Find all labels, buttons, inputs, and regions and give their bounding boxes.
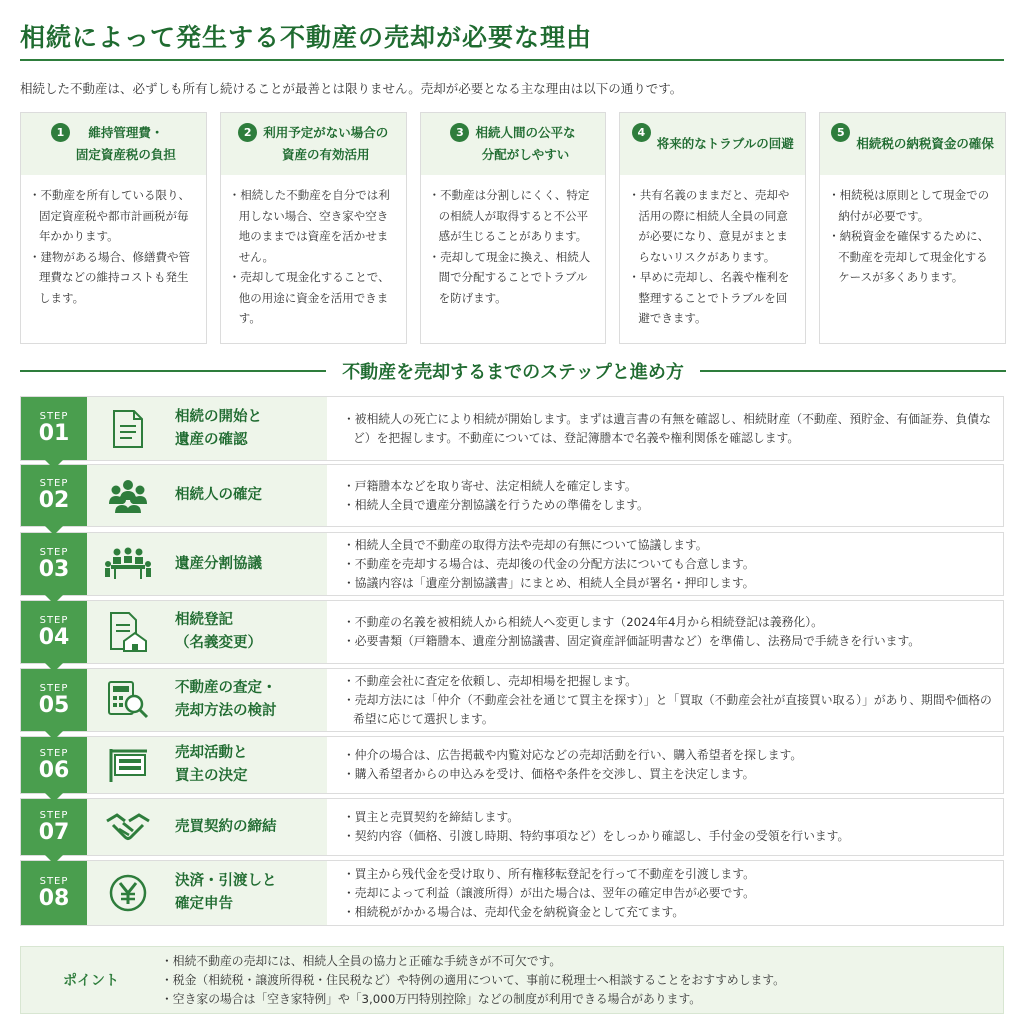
reason-line: ・不動産を所有している限り、固定資産税や都市計画税が毎年かかります。: [29, 188, 190, 243]
step-line: ・売却によって利益（譲渡所得）が出た場合は、翌年の確定申告が必要です。: [343, 885, 755, 900]
section-heading: [20, 358, 1006, 384]
step-line: ・相続税がかかる場合は、売却代金を納税資金として充てます。: [343, 904, 685, 919]
step-description: [327, 861, 1003, 925]
reason-line: ・相続税は原則として現金での納付が必要です。: [828, 188, 990, 223]
step-label: [21, 465, 87, 526]
reason-line: ・早めに売却し、名義や権利を整理することでトラブルを回避できます。: [628, 270, 790, 325]
reason-title: 相続人間の公平な 分配がしやすい: [475, 125, 576, 162]
step-line: ・不動産の名義を被相続人から相続人へ変更します（2024年4月から相続登記は義務化）。: [343, 615, 823, 629]
divider: [700, 370, 1006, 372]
step-number: 07: [38, 819, 70, 845]
title-rule: [20, 59, 1004, 61]
people-group-icon: [106, 478, 150, 514]
step-icon-box: [87, 799, 169, 855]
reason-header: [620, 113, 805, 175]
reasons-row: [20, 112, 1006, 344]
step-label: [21, 737, 87, 793]
step-word: STEP: [39, 411, 69, 422]
point-body: [161, 952, 785, 1009]
step-row: [20, 736, 1004, 794]
step-icon-box: [87, 601, 169, 663]
step-description: [327, 737, 1003, 793]
reason-body: [221, 175, 406, 329]
reason-body: [620, 175, 805, 329]
step-line: ・相続人全員で不動産の取得方法や売却の有無について協議します。: [343, 537, 708, 552]
step-number: 08: [38, 885, 70, 911]
step-number: 01: [38, 421, 70, 446]
meeting-table-icon: [105, 546, 151, 582]
step-line: ・買主から残代金を受け取り、所有権移転登記を行って不動産を引渡します。: [343, 866, 755, 881]
calculator-magnifier-icon: [107, 680, 149, 720]
step-line: ・購入希望者からの申込みを受け、価格や条件を交渉し、買主を決定します。: [343, 767, 755, 781]
step-line: ・被相続人の死亡により相続が開始します。まずは遺言書の有無を確認し、相続財産（不動産、預貯金、有価証券、負債など）を把握します。不動産については、登記簿謄本で名義や権利関係を確認します。: [343, 411, 991, 445]
step-icon-box: [87, 669, 169, 731]
step-description: [327, 397, 1003, 460]
step-description: [327, 533, 1003, 595]
reason-header: [21, 113, 206, 175]
step-icon-box: [87, 397, 169, 460]
reason-number: 1: [51, 123, 70, 142]
document-icon: [111, 409, 145, 449]
reason-title: 利用予定がない場合の 資産の有効活用: [263, 125, 389, 162]
reason-title: 維持管理費・ 固定資産税の負担: [75, 125, 176, 162]
step-icon-box: [87, 737, 169, 793]
reason-card: [220, 112, 407, 344]
step-number: 02: [38, 488, 70, 513]
step-icon-box: [87, 533, 169, 595]
step-label: [21, 601, 87, 663]
reason-title: 将来的なトラブルの回避: [656, 136, 794, 151]
step-title: 決済・引渡しと 確定申告: [169, 861, 327, 925]
step-word: STEP: [39, 546, 69, 558]
reason-card: [619, 112, 806, 344]
page-title: 相続によって発生する不動産の売却が必要な理由: [20, 23, 593, 52]
point-line: ・空き家の場合は「空き家特例」や「3,000万円特別控除」などの制度が利用できる場合があります。: [161, 991, 702, 1006]
step-title: 不動産の査定・ 売却方法の検討: [169, 669, 327, 731]
step-label: [21, 669, 87, 731]
step-word: STEP: [39, 478, 69, 489]
step-word: STEP: [39, 875, 69, 887]
step-number: 03: [38, 556, 70, 582]
reason-line: ・不動産は分割しにくく、特定の相続人が取得すると不公平感が生じることがあります。: [428, 188, 590, 243]
step-number: 05: [38, 692, 70, 718]
reason-number: 4: [632, 123, 651, 142]
for-sale-sign-icon: [107, 747, 149, 783]
reason-line: ・売却して現金化することで、他の用途に資金を活用できます。: [228, 270, 390, 325]
step-title: 売却活動と 買主の決定: [169, 737, 327, 793]
step-title: 相続の開始と 遺産の確認: [169, 397, 327, 460]
step-title: 相続登記 （名義変更）: [169, 601, 327, 663]
step-label: [21, 861, 87, 925]
step-label: [21, 799, 87, 855]
reason-body: [421, 175, 606, 308]
step-row: [20, 860, 1004, 926]
down-arrow-icon: [45, 731, 63, 740]
point-line: ・税金（相続税・譲渡所得税・住民税など）や特例の適用について、事前に税理士へ相談することをおすすめします。: [161, 972, 785, 987]
step-row: [20, 532, 1004, 596]
step-line: ・仲介の場合は、広告掲載や内覧対応などの売却活動を行い、購入希望者を探します。: [343, 748, 803, 762]
down-arrow-icon: [45, 526, 63, 535]
reason-header: [820, 113, 1005, 175]
step-icon-box: [87, 861, 169, 925]
reason-line: ・納税資金を確保するために、不動産を売却して現金化するケースが多くあります。: [828, 229, 990, 284]
reason-header: [421, 113, 606, 175]
step-label: [21, 533, 87, 595]
reason-number: 2: [238, 123, 257, 142]
reason-card: [420, 112, 607, 344]
step-icon-box: [87, 465, 169, 526]
down-arrow-icon: [45, 460, 63, 469]
step-line: ・戸籍謄本などを取り寄せ、法定相続人を確定します。: [343, 478, 637, 493]
reason-header: [221, 113, 406, 175]
point-box: [20, 946, 1004, 1014]
step-line: ・不動産会社に査定を依頼し、売却相場を把握します。: [343, 673, 637, 688]
step-line: ・必要書類（戸籍謄本、遺産分割協議書、固定資産評価証明書など）を準備し、法務局で手続きを行います。: [343, 634, 921, 648]
point-line: ・相続不動産の売却には、相続人全員の協力と正確な手続きが不可欠です。: [161, 953, 562, 968]
yen-coin-icon: [108, 873, 148, 913]
step-description: [327, 669, 1003, 731]
point-label: ポイント: [63, 973, 119, 989]
step-title: 相続人の確定: [169, 465, 327, 526]
down-arrow-icon: [45, 663, 63, 672]
divider: [20, 370, 326, 372]
step-number: 04: [38, 624, 70, 650]
step-row: [20, 464, 1004, 527]
step-label: [21, 397, 87, 460]
step-word: STEP: [39, 809, 69, 821]
step-line: ・契約内容（価格、引渡し時期、特約事項など）をしっかり確認し、手付金の受領を行います。: [343, 829, 850, 843]
down-arrow-icon: [45, 595, 63, 604]
step-word: STEP: [39, 614, 69, 626]
step-row: [20, 396, 1004, 461]
step-title: 売買契約の締結: [169, 799, 327, 855]
reason-body: [820, 175, 1005, 288]
step-description: [327, 799, 1003, 855]
reason-line: ・相続した不動産を自分では利用しない場合、空き家や空き地のままでは資産を活かせません。: [228, 188, 390, 264]
reason-line: ・売却して現金に換え、相続人間で分配することでトラブルを防げます。: [428, 249, 591, 305]
handshake-icon: [105, 811, 151, 843]
registry-document-icon: [108, 611, 148, 653]
step-line: ・相続人全員で遺産分割協議を行うための準備をします。: [343, 497, 649, 512]
step-line: ・買主と売買契約を締結します。: [343, 810, 520, 824]
reason-line: ・建物がある場合、修繕費や管理費などの維持コストも発生します。: [29, 249, 190, 305]
step-title: 遺産分割協議: [169, 533, 327, 595]
step-line: ・売却方法には「仲介（不動産会社を通じて買主を探す）」と「買取（不動産会社が直接買い取る）」があり、期間や価格の希望に応じて選択します。: [343, 692, 992, 726]
down-arrow-icon: [45, 793, 63, 802]
section-title: 不動産を売却するまでのステップと進め方: [342, 362, 684, 383]
reason-line: ・共有名義のままだと、売却や活用の際に相続人全員の同意が必要になり、意見がまとまらないリスクがあります。: [628, 188, 790, 264]
step-row: [20, 798, 1004, 856]
step-word: STEP: [39, 747, 69, 759]
reason-title: 相続税の納税資金の確保: [856, 136, 994, 151]
step-row: [20, 668, 1004, 732]
intro-text: 相続した不動産は、必ずしも所有し続けることが最善とは限りません。売却が必要となる主な理由は以下の通りです。: [20, 81, 683, 96]
step-description: [327, 601, 1003, 663]
reason-number: 5: [831, 123, 850, 142]
down-arrow-icon: [45, 855, 63, 864]
step-line: ・協議内容は「遺産分割協議書」にまとめ、相続人全員が署名・押印します。: [343, 575, 755, 590]
reason-body: [21, 175, 206, 308]
step-number: 06: [38, 757, 70, 783]
reason-card: [20, 112, 207, 344]
step-row: [20, 600, 1004, 664]
reason-card: [819, 112, 1006, 344]
step-line: ・不動産を売却する場合は、売却後の代金の分配方法についても合意します。: [343, 556, 755, 571]
step-description: [327, 465, 1003, 526]
step-word: STEP: [39, 682, 69, 694]
reason-number: 3: [450, 123, 469, 142]
